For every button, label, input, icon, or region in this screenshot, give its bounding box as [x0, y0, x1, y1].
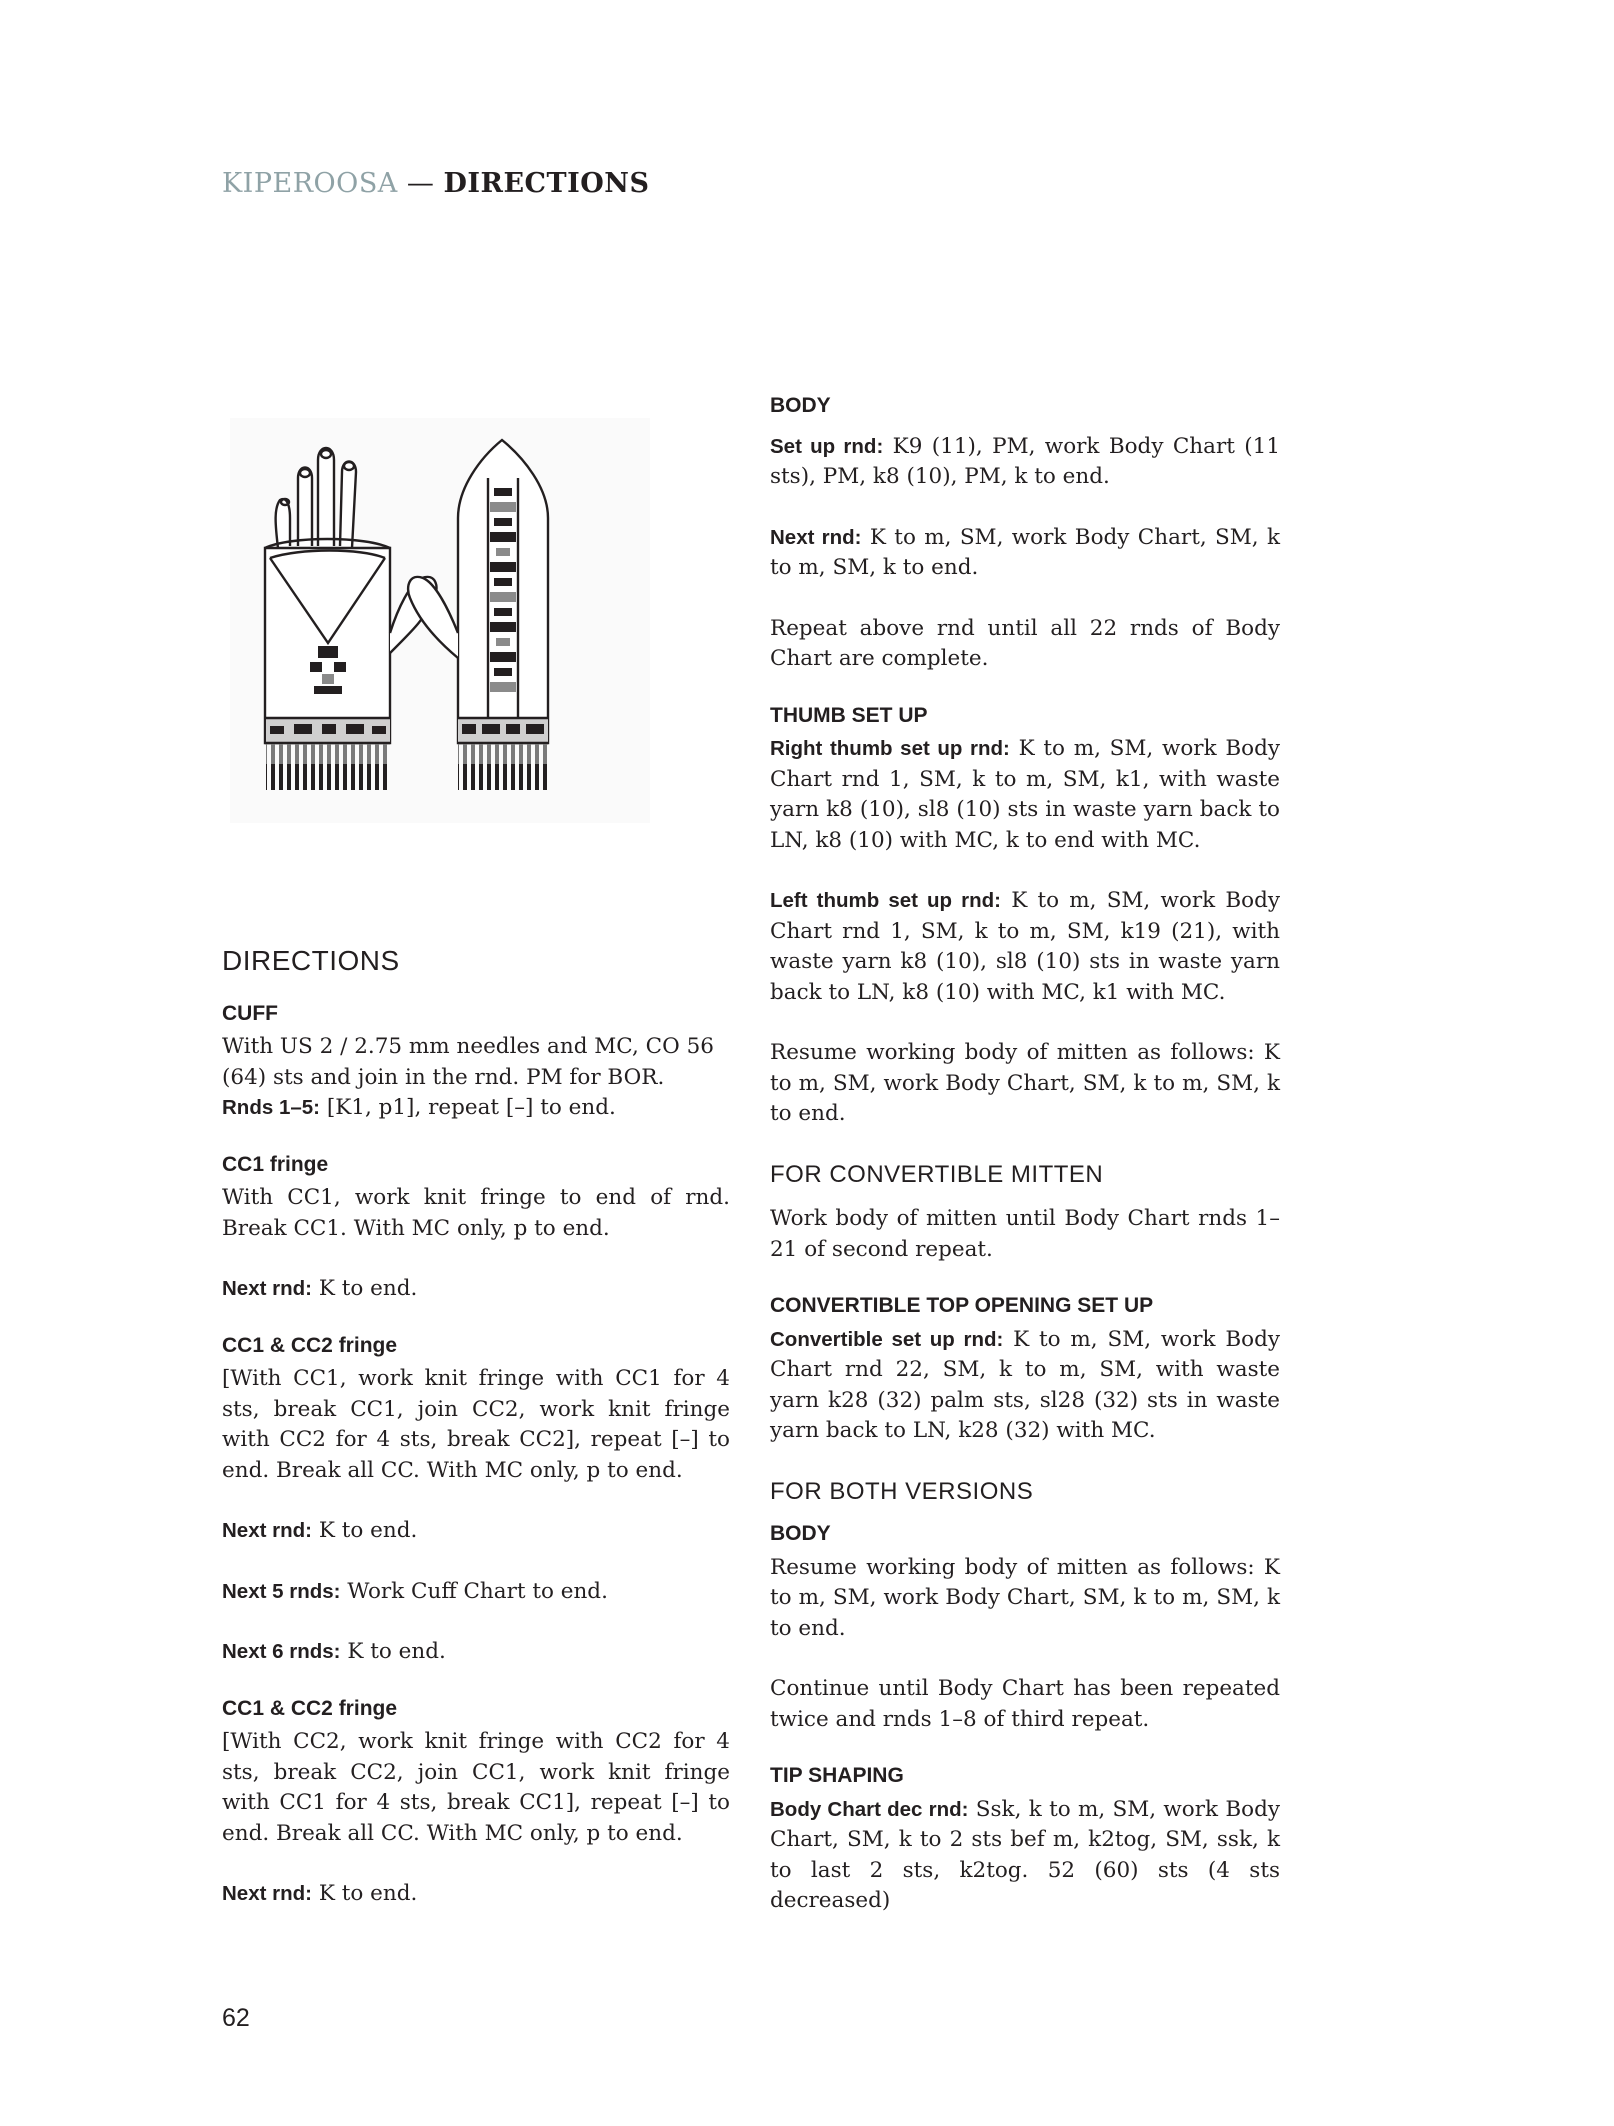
next-5-rnds [222, 1577, 730, 1608]
tip-shaping-text: Ssk, k to m, SM, work Body Chart, SM, k to 2 sts bef m, k2tog, SM, ssk, k to last 2 sts, k2tog. 52 (60) sts (4 sts decreased) [770, 1796, 1281, 1913]
page-header [222, 168, 649, 199]
set-up-rnd [770, 432, 1280, 493]
body-heading: BODY [770, 394, 831, 417]
mitten-illustration [230, 418, 650, 823]
next-rnd-3 [222, 1879, 730, 1910]
cc1-fringe-text: With CC1, work knit fringe to end of rnd. Break CC1. With MC only, p to end. [222, 1185, 730, 1241]
page-number: 62 [222, 2004, 250, 2032]
cuff-rnds-text: [K1, p1], repeat [–] to end. [319, 1095, 616, 1120]
both-versions-title: FOR BOTH VERSIONS [770, 1477, 1034, 1505]
right-thumb-set-up [770, 734, 1280, 856]
convertible-top-heading: CONVERTIBLE TOP OPENING SET UP [770, 1294, 1154, 1317]
next-rnd-body-label: Next rnd: [770, 525, 862, 549]
cuff-instructions: With US 2 / 2.75 mm needles and MC, CO 56 (64) sts and join in the rnd. PM for BOR. [222, 1034, 714, 1090]
tip-shaping-heading: TIP SHAPING [770, 1764, 904, 1787]
next-rnd-3-text: K to end. [311, 1881, 418, 1906]
next-rnd-3-label: Next rnd: [222, 1882, 312, 1905]
continue-instruction: Continue until Body Chart has been repeated twice and rnds 1–8 of third repeat. [770, 1676, 1280, 1732]
convertible-set-up [770, 1325, 1280, 1447]
left-thumb-set-up [770, 886, 1280, 1008]
cuff-rnds [222, 1093, 730, 1124]
next-rnd-1-text: K to end. [311, 1276, 418, 1301]
right-thumb-text: K to m, SM, work Body Chart rnd 1, SM, k to m, SM, k1, with waste yarn k8 (10), sl8 (10) sts in waste yarn back to LN, k8 (10) with MC, k to end with MC. [770, 736, 1280, 853]
directions-title: DIRECTIONS [222, 945, 400, 976]
right-thumb-label: Right thumb set up rnd: [770, 737, 1010, 760]
full-mitten-fringe-top [458, 744, 548, 766]
left-column [222, 946, 730, 1940]
convertible-mitten-fringe-top [266, 744, 390, 766]
convertible-mitten-title: FOR CONVERTIBLE MITTEN [770, 1160, 1104, 1188]
cc1-cc2-fringe-text: [With CC1, work knit fringe with CC1 for 4 sts, break CC1, join CC2, work knit fringe with CC2 for 4 sts, break CC2], repeat [–] to end. Break all CC. With MC only, p to end. [222, 1366, 730, 1483]
cc1-cc2-fringe-heading: CC1 & CC2 fringe [222, 1333, 398, 1357]
next-6-rnds-label: Next 6 rnds: [222, 1640, 341, 1663]
next-rnd-1 [222, 1274, 730, 1305]
cc1-cc2-fringe-text-2: [With CC2, work knit fringe with CC2 for 4 sts, break CC2, join CC1, work knit fringe with CC1 for 4 sts, break CC1], repeat [–] to end. Break all CC. With MC only, p to end. [222, 1729, 730, 1846]
next-rnd-2 [222, 1516, 730, 1547]
repeat-instruction: Repeat above rnd until all 22 rnds of Body Chart are complete. [770, 615, 1280, 671]
left-thumb-text: K to m, SM, work Body Chart rnd 1, SM, k to m, SM, k19 (21), with waste yarn k8 (10), sl8 (10) sts in waste yarn back to LN, k8 (10) with MC, k1 with MC. [770, 888, 1280, 1005]
convertible-set-up-label: Convertible set up rnd: [770, 1327, 1004, 1351]
left-thumb-label: Left thumb set up rnd: [770, 889, 1001, 912]
next-rnd-body [770, 523, 1280, 584]
next-5-rnds-label: Next 5 rnds: [222, 1579, 341, 1603]
next-rnd-body-text: K to m, SM, work Body Chart, SM, k to m, SM, k to end. [770, 524, 1280, 580]
next-rnd-1-label: Next rnd: [222, 1277, 312, 1300]
convertible-text: Work body of mitten until Body Chart rnds 1–21 of second repeat. [770, 1206, 1280, 1262]
section-name: DIRECTIONS [443, 168, 650, 199]
tip-shaping-label: Body Chart dec rnd: [770, 1797, 969, 1821]
set-up-rnd-text: K9 (11), PM, work Body Chart (11 sts), PM, k8 (10), PM, k to end. [770, 433, 1280, 489]
header-separator: — [397, 168, 444, 199]
next-6-rnds [222, 1637, 730, 1668]
cuff-heading: CUFF [222, 1001, 278, 1025]
right-column [770, 391, 1280, 1947]
next-5-rnds-text: Work Cuff Chart to end. [340, 1578, 608, 1604]
next-rnd-2-label: Next rnd: [222, 1519, 312, 1542]
tip-shaping-dec-rnd [770, 1795, 1280, 1917]
next-6-rnds-text: K to end. [340, 1639, 446, 1664]
convertible-set-up-text: K to m, SM, work Body Chart rnd 22, SM, k to m, SM, with waste yarn k28 (32) palm sts, sl28 (32) sts in waste yarn back to LN, k28 (32) with MC. [770, 1326, 1280, 1443]
thumb-set-up-heading: THUMB SET UP [770, 703, 928, 727]
cc1-fringe-heading: CC1 fringe [222, 1152, 329, 1176]
body-heading-2: BODY [770, 1522, 831, 1545]
pattern-name: KIPEROOSA [222, 168, 398, 199]
cuff-rnds-label: Rnds 1–5: [222, 1096, 320, 1119]
set-up-rnd-label: Set up rnd: [770, 434, 884, 458]
full-mitten-fringe [458, 764, 548, 790]
convertible-mitten-fringe [266, 764, 390, 790]
next-rnd-2-text: K to end. [311, 1518, 418, 1543]
cc1-cc2-fringe-heading-2: CC1 & CC2 fringe [222, 1696, 398, 1720]
resume-working-1: Resume working body of mitten as follows: K to m, SM, work Body Chart, SM, k to m, SM, k to end. [770, 1040, 1280, 1126]
resume-working-2: Resume working body of mitten as follows: K to m, SM, work Body Chart, SM, k to m, SM, k to end. [770, 1554, 1280, 1641]
